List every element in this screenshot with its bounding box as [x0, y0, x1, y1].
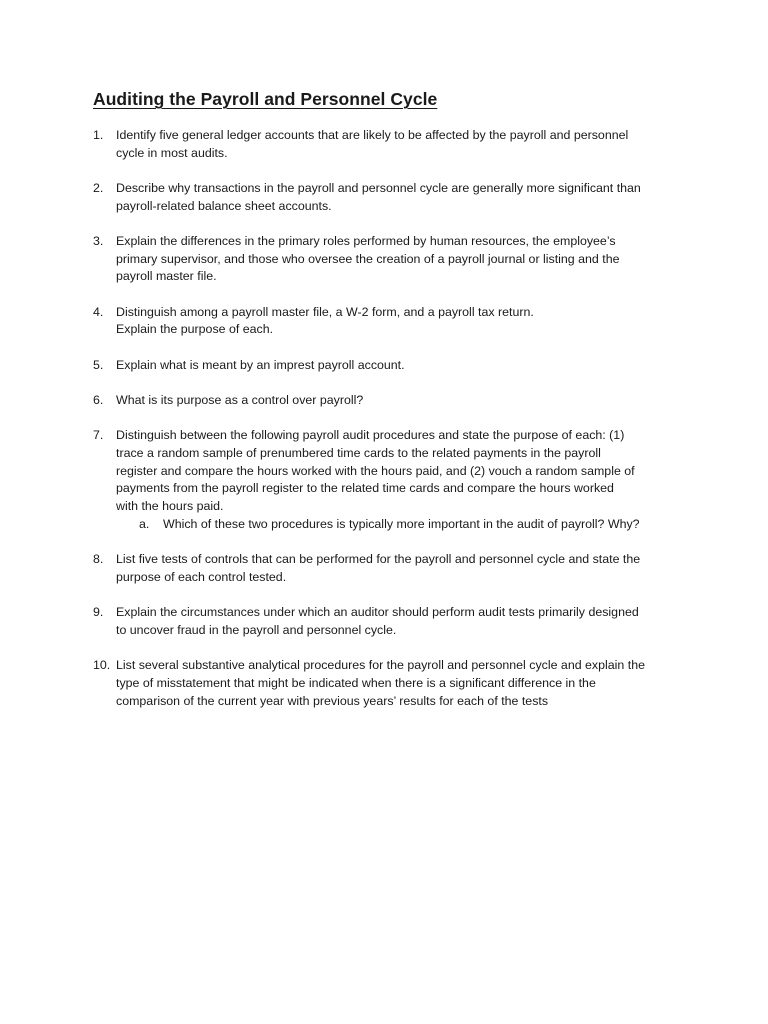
question-number: 7. — [93, 428, 104, 443]
question-item — [93, 657, 685, 710]
question-line: Describe why transactions in the payroll and personnel cycle are generally more significant than — [116, 181, 641, 195]
question-number: 10. — [93, 658, 111, 673]
question-line: payroll-related balance sheet accounts. — [116, 198, 332, 213]
sub-question — [116, 516, 685, 534]
question-number: 3. — [93, 234, 104, 248]
question-line: Explain what is meant by an imprest payroll account. — [116, 357, 405, 372]
question-line: trace a random sample of prenumbered time cards to the related payments in the payroll — [116, 446, 601, 460]
question-text — [116, 127, 685, 162]
question-line: payments from the payroll register to the related time cards and compare the hours worked — [116, 481, 614, 496]
question-line: Distinguish between the following payroll audit procedures and state the purpose of each: (1) — [116, 428, 625, 443]
question-line: List five tests of controls that can be performed for the payroll and personnel cycle and state the — [116, 552, 641, 567]
question-text — [116, 392, 685, 410]
page-title: Auditing the Payroll and Personnel Cycle — [93, 89, 438, 109]
question-item — [93, 180, 685, 215]
question-number: 8. — [93, 552, 104, 567]
question-line: Explain the differences in the primary roles performed by human resources, the employee’s — [116, 234, 616, 248]
question-line: Explain the purpose of each. — [116, 322, 274, 337]
question-text — [116, 304, 685, 339]
question-text — [116, 604, 685, 639]
question-line: comparison of the current year with previous years’ results for each of the tests — [116, 693, 549, 708]
sub-question-letter: a. — [139, 516, 150, 531]
question-item — [93, 304, 685, 339]
question-list — [93, 127, 685, 728]
question-number: 9. — [93, 605, 104, 620]
question-number: 1. — [93, 128, 104, 142]
question-line: List several substantive analytical procedures for the payroll and personnel cycle and explain the — [116, 658, 645, 673]
question-item — [93, 427, 685, 533]
question-text — [116, 233, 685, 286]
question-item — [93, 392, 685, 410]
question-text — [116, 427, 685, 516]
question-number: 4. — [93, 304, 104, 319]
question-item — [93, 127, 685, 162]
question-line: type of misstatement that might be indicated when there is a significant difference in the — [116, 675, 596, 690]
question-text — [116, 551, 685, 586]
question-line: Distinguish among a payroll master file, a W-2 form, and a payroll tax return. — [116, 304, 534, 319]
question-line: payroll master file. — [116, 269, 217, 284]
question-text — [116, 357, 685, 375]
question-item — [93, 604, 685, 639]
question-item — [93, 233, 685, 286]
question-line: with the hours paid. — [116, 499, 224, 514]
question-number: 2. — [93, 181, 104, 195]
question-line: primary supervisor, and those who oversee the creation of a payroll journal or listing and the — [116, 251, 620, 266]
question-line: purpose of each control tested. — [116, 569, 287, 584]
question-line: cycle in most audits. — [116, 145, 228, 160]
question-line: Explain the circumstances under which an auditor should perform audit tests primarily designed — [116, 605, 639, 620]
question-number: 5. — [93, 357, 104, 372]
sub-question-text: Which of these two procedures is typically more important in the audit of payroll? Why? — [163, 516, 640, 531]
question-line: Identify five general ledger accounts that are likely to be affected by the payroll and personnel — [116, 128, 629, 142]
question-line: to uncover fraud in the payroll and personnel cycle. — [116, 622, 397, 637]
question-text — [116, 657, 685, 710]
question-item — [93, 357, 685, 375]
question-text — [116, 180, 685, 215]
question-line: register and compare the hours worked with the hours paid, and (2) vouch a random sample of — [116, 463, 635, 478]
question-line: What is its purpose as a control over payroll? — [116, 393, 364, 407]
question-item — [93, 551, 685, 586]
question-number: 6. — [93, 393, 104, 407]
